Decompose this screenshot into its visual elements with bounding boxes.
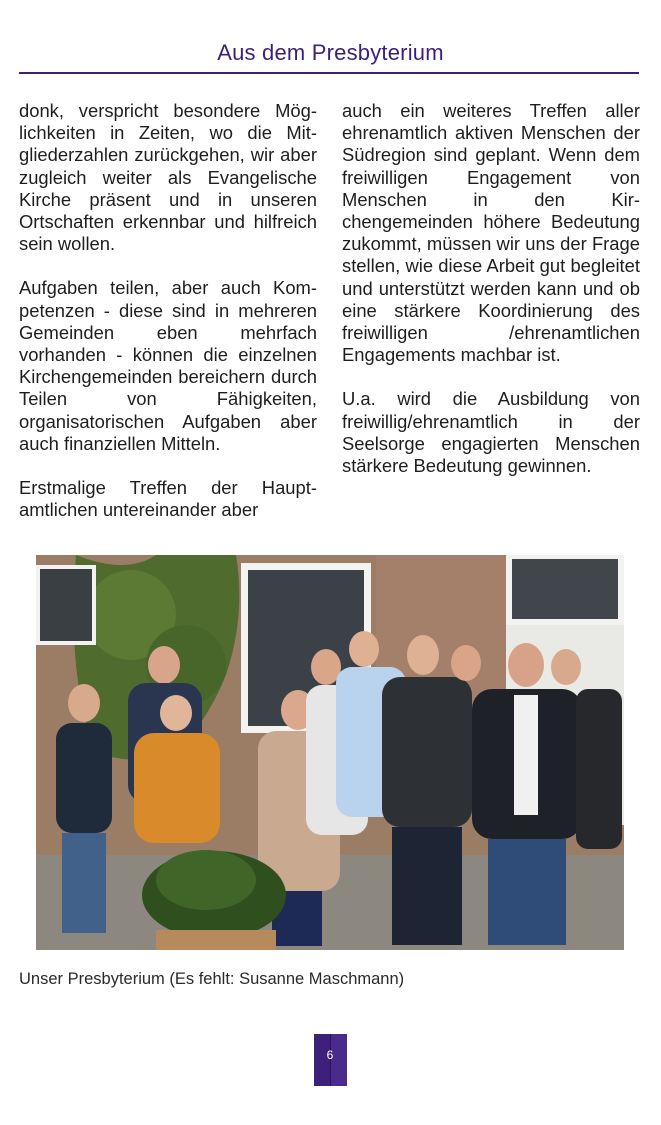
left-text-column	[19, 100, 317, 543]
header-divider	[19, 72, 639, 74]
group-photo	[36, 555, 624, 950]
paragraph: Aufgaben teilen, aber auch Kompetenzen - diese sind in mehreren Gemeinden eben mehrfach vorhanden - können die einzelnen Kirchengemeinden bereichern durch Teilen von Fähigkeiten, organisatorischen Aufgaben aber auch finanziellen Mitteln.	[19, 277, 317, 454]
page-header-title: Aus dem Presbyterium	[217, 40, 444, 65]
paragraph: Erstmalige Treffen der Hauptamtlichen untereinander aber	[19, 477, 317, 521]
paragraph: auch ein weiteres Treffen aller ehrenamtlich aktiven Menschen der Südregion sind geplant. Wenn dem freiwilligen Engagement von Menschen in den Kirchengemeinden höhere Bedeutung zukommt, müssen wir uns der Frage stellen, wie diese Arbeit gut begleitet und unterstützt werden kann und ob eine stärkere Koordinierung des freiwilligen /ehrenamtlichen Engagements machbar ist.	[342, 100, 640, 366]
paragraph: U.a. wird die Ausbildung von freiwillig/ehrenamtlich in der Seelsorge engagierten Menschen stärkere Bedeutung gewinnen.	[342, 388, 640, 477]
paragraph: donk, verspricht besondere Möglichkeiten in Zeiten, wo die Mitgliederzahlen zurückgehen, wir aber zugleich weiter als Evangelische Kirche präsent und in unseren Ortschaften erkennbar und hilfreich sein wollen.	[19, 100, 317, 255]
photo-caption: Unser Presbyterium (Es fehlt: Susanne Maschmann)	[19, 970, 405, 988]
right-text-column	[342, 100, 640, 499]
group-photo-illustration	[36, 555, 624, 950]
page-number-tab	[314, 1034, 346, 1086]
page-number: 6	[326, 1048, 334, 1062]
